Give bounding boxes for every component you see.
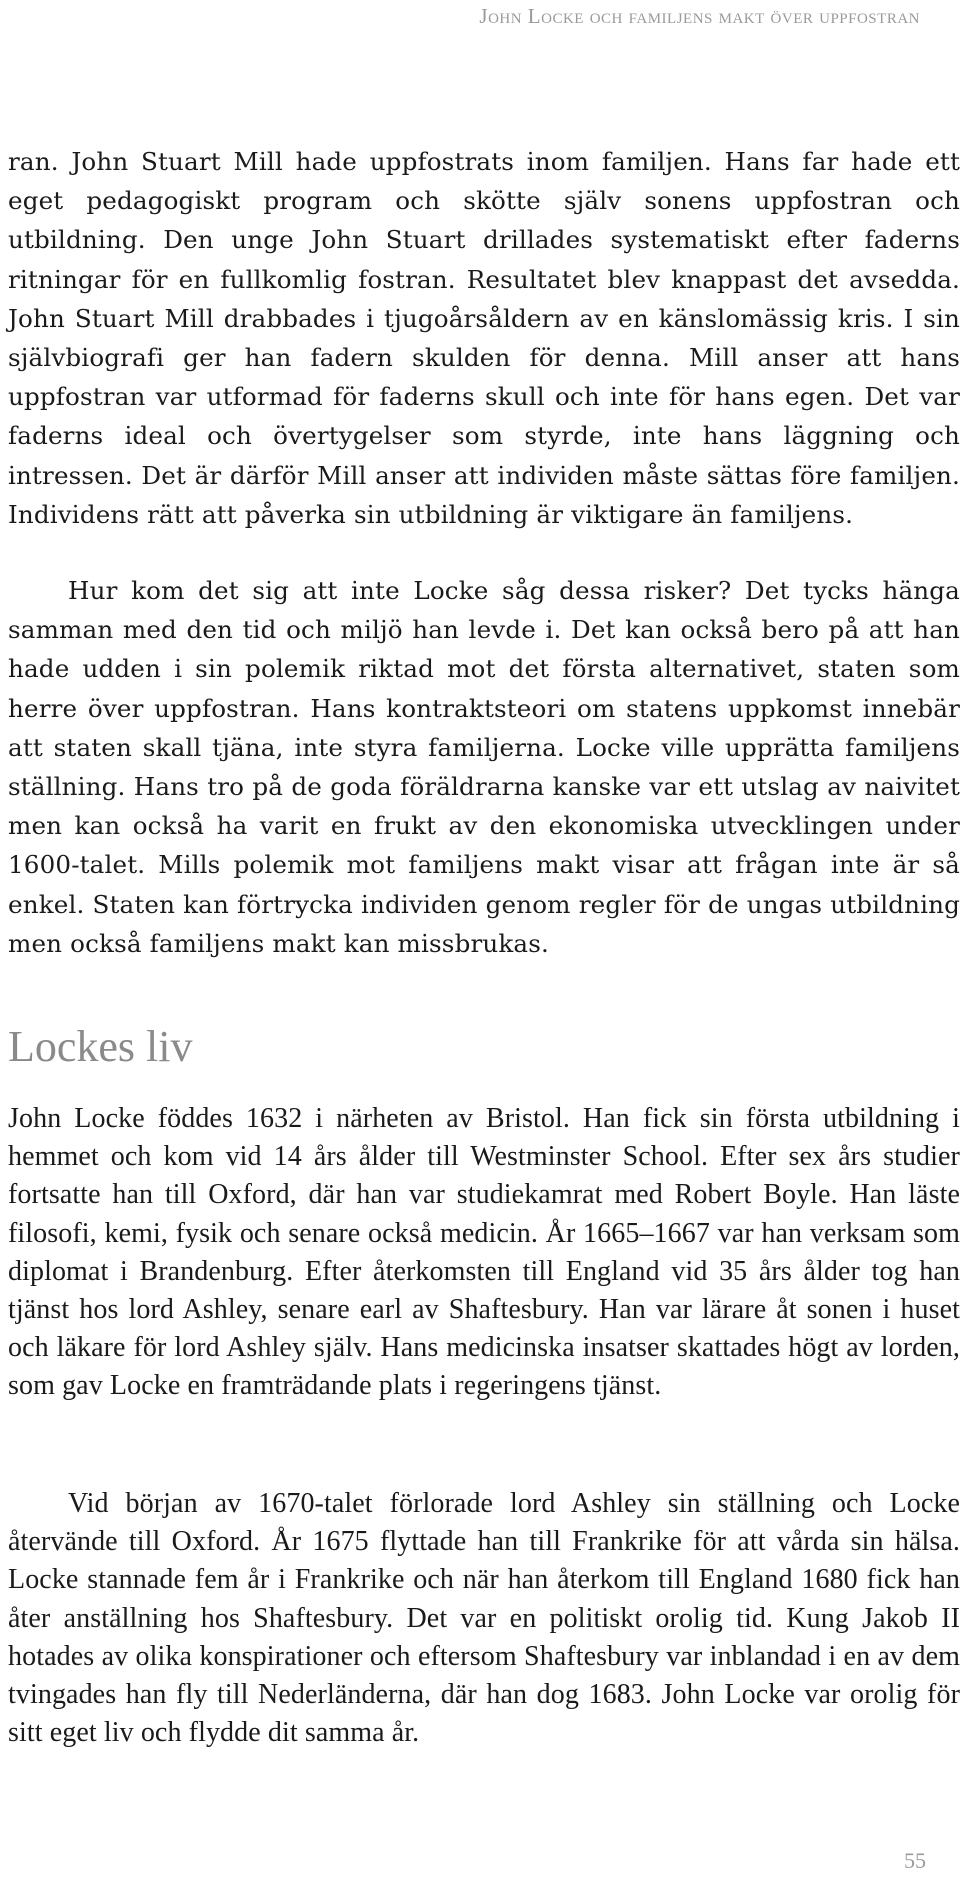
paragraph-text: Vid början av 1670-talet förlorade lord Ashley sin ställning och Locke återvände till Oxford. År 1675 flyttade han till Frankrike för att vårda sin hälsa. Locke stannade fem år i Frankrike och när han återkom till England 1680 fick han åter anställning hos Shaftesbury. Det var en politiskt orolig tid. Kung Jakob II hotades av olika konspirationer och eftersom Shaftesbury var inblandad i en av dem tvingades han fly till Nederländerna, där han dog 1683. John Locke var orolig för sitt eget liv och flydde dit samma år. (8, 1488, 960, 1749)
body-paragraph-4 (8, 1485, 960, 1752)
page-number: 55 (904, 1848, 926, 1873)
body-paragraph-1 (8, 142, 960, 534)
body-paragraph-2 (8, 571, 960, 963)
section-heading: Lockes liv (8, 1022, 193, 1071)
paragraph-text: ran. John Stuart Mill hade uppfostrats inom familjen. Hans far hade ett eget pedagogiskt program och skötte själv sonens uppfostran och utbildning. Den unge John Stuart drillades systematiskt efter faderns ritningar för en fullkomlig fostran. Resultatet blev knappast det avsedda. John Stuart Mill drabbades i tjugoårsåldern av en känslomässig kris. I sin självbiografi ger han fadern skulden för denna. Mill anser att hans uppfostran var utformad för faderns skull och inte för hans egen. Det var faderns ideal och övertygelser som styrde, inte hans läggning och intressen. Det är därför Mill anser att individen måste sättas före familjen. Individens rätt att påverka sin utbildning är viktigare än familjens. (8, 147, 960, 529)
body-paragraph-3 (8, 1100, 960, 1406)
paragraph-text: Hur kom det sig att inte Locke såg dessa risker? Det tycks hänga samman med den tid och miljö han levde i. Det kan också bero på att han hade udden i sin polemik riktad mot det första alternativet, staten som herre över uppfostran. Hans kontraktsteori om statens uppkomst innebär att staten skall tjäna, inte styra familjerna. Locke ville upprätta familjens ställning. Hans tro på de goda föräldrarna kanske var ett utslag av naivitet men kan också ha varit en frukt av den ekonomiska utvecklingen under 1600-talet. Mills polemik mot familjens makt visar att frågan inte är så enkel. Staten kan förtrycka individen genom regler för de ungas utbildning men också familjens makt kan missbrukas. (8, 576, 960, 958)
paragraph-text: John Locke föddes 1632 i närheten av Bristol. Han fick sin första utbildning i hemmet och kom vid 14 års ålder till Westminster School. Efter sex års studier fortsatte han till Oxford, där han var studiekamrat med Robert Boyle. Han läste filosofi, kemi, fysik och senare också medicin. År 1665–1667 var han verksam som diplomat i Brandenburg. Efter återkomsten till England vid 35 års ålder tog han tjänst hos lord Ashley, senare earl av Shaftesbury. Han var lärare åt sonen i huset och läkare för lord Ashley själv. Hans medicinska insatser skattades högt av lorden, som gav Locke en framträdande plats i regeringens tjänst. (8, 1103, 960, 1402)
running-head: John Locke och familjens makt över uppfostran (479, 4, 920, 28)
